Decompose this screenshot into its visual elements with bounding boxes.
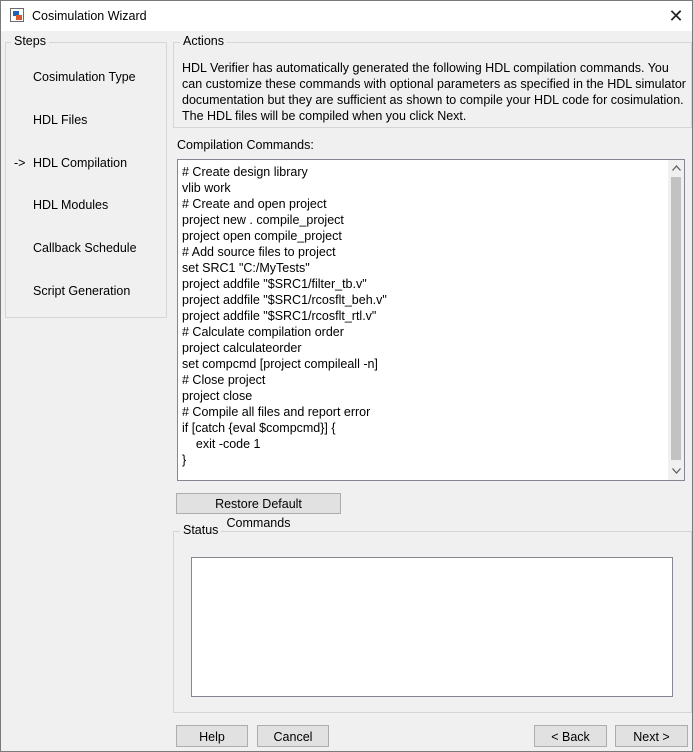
actions-heading: Actions xyxy=(180,34,227,48)
wizard-app-icon xyxy=(10,8,24,22)
step-label: Cosimulation Type xyxy=(33,70,136,84)
status-panel xyxy=(173,523,692,713)
actions-description: HDL Verifier has automatically generated the following HDL compilation commands. You can customize these commands with optional parameters as specified in the HDL simulator documentation but they are sufficient as shown to compile your HDL code for cosimulation. The HDL files will be compiled when you click Next. xyxy=(182,61,686,123)
status-output[interactable] xyxy=(191,557,673,697)
back-button[interactable]: < Back xyxy=(534,725,607,747)
next-button[interactable]: Next > xyxy=(615,725,688,747)
code-line: vlib work xyxy=(182,181,231,195)
step-label: HDL Files xyxy=(33,113,88,127)
code-line: # Compile all files and report error xyxy=(182,405,371,419)
actions-panel xyxy=(173,34,692,128)
compilation-commands-editor[interactable] xyxy=(177,159,685,481)
step-label: HDL Compilation xyxy=(33,156,128,170)
step-label: HDL Modules xyxy=(33,198,109,212)
chevron-up-icon[interactable] xyxy=(668,160,684,177)
code-line: project addfile "$SRC1/rcosflt_rtl.v" xyxy=(182,309,377,323)
code-line: exit -code 1 xyxy=(182,437,261,451)
scrollbar-thumb[interactable] xyxy=(671,177,681,460)
code-line: project new . compile_project xyxy=(182,213,344,227)
status-heading: Status xyxy=(180,523,221,537)
window-title: Cosimulation Wizard xyxy=(32,9,147,23)
step-label: Callback Schedule xyxy=(33,241,137,255)
code-line: project open compile_project xyxy=(182,229,342,243)
code-line: # Create design library xyxy=(182,165,308,179)
code-line: if [catch {eval $compcmd}] { xyxy=(182,421,336,435)
current-step-marker: -> xyxy=(14,156,26,170)
cancel-button[interactable]: Cancel xyxy=(257,725,329,747)
restore-default-commands-button[interactable]: Restore Default Commands xyxy=(176,493,341,514)
code-line: # Close project xyxy=(182,373,266,387)
steps-panel xyxy=(5,34,167,318)
code-line: set SRC1 "C:/MyTests" xyxy=(182,261,310,275)
vertical-scrollbar[interactable] xyxy=(668,160,684,480)
app-icon-square-orange xyxy=(16,15,22,20)
steps-heading: Steps xyxy=(11,34,49,48)
code-line: # Add source files to project xyxy=(182,245,336,259)
code-line: project addfile "$SRC1/rcosflt_beh.v" xyxy=(182,293,387,307)
code-line: project calculateorder xyxy=(182,341,302,355)
chevron-down-icon[interactable] xyxy=(668,463,684,480)
code-lines xyxy=(182,164,667,468)
step-label: Script Generation xyxy=(33,284,131,298)
title-bar xyxy=(1,1,692,31)
code-line: project close xyxy=(182,389,253,403)
code-line: } xyxy=(182,453,187,467)
close-icon[interactable]: ✕ xyxy=(668,6,684,26)
code-line: project addfile "$SRC1/filter_tb.v" xyxy=(182,277,367,291)
code-line: set compcmd [project compileall -n] xyxy=(182,357,378,371)
code-line: # Calculate compilation order xyxy=(182,325,344,339)
compilation-commands-label: Compilation Commands: xyxy=(177,138,314,152)
code-line: # Create and open project xyxy=(182,197,327,211)
help-button[interactable]: Help xyxy=(176,725,248,747)
